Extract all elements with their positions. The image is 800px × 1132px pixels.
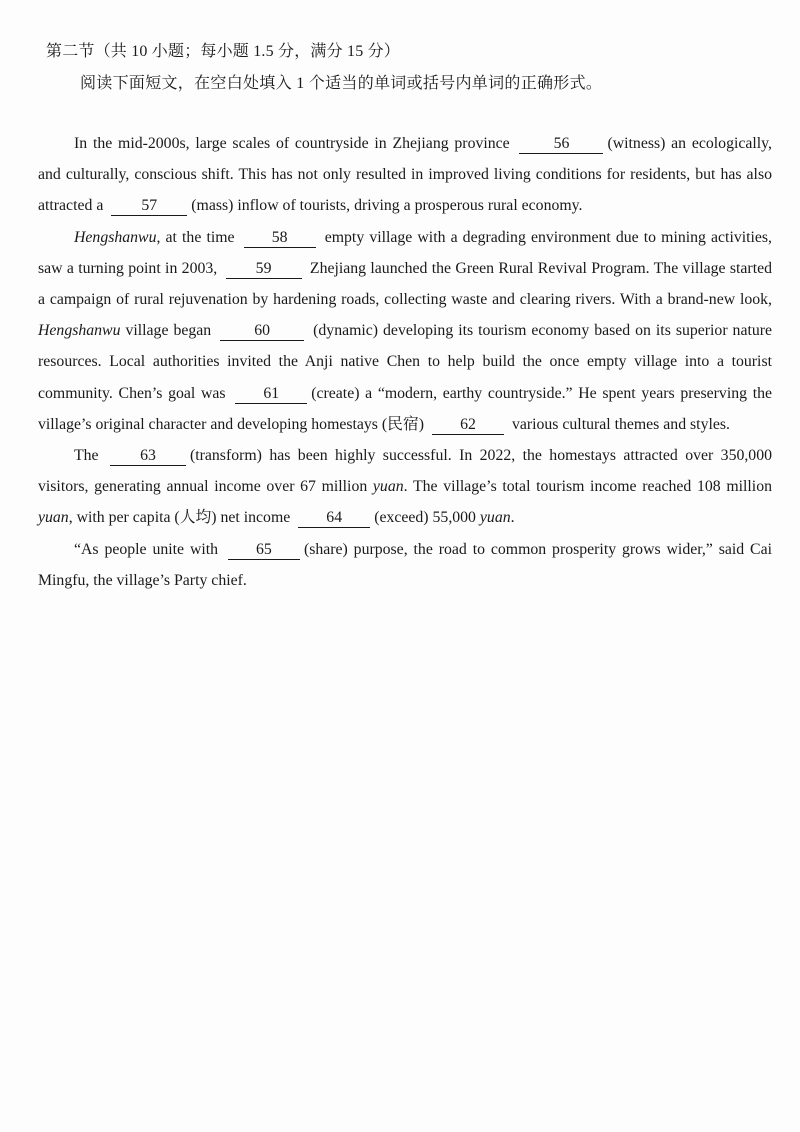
blank-58[interactable]: 58 bbox=[244, 229, 316, 248]
text: (transform) has been highly successful. In 2022, the homestays attracted over 350,000 visitors, generating annual income over 67 million bbox=[38, 447, 773, 496]
blank-56[interactable]: 56 bbox=[519, 135, 603, 154]
text: (exceed) 55,000 bbox=[374, 509, 476, 527]
text: , with per capita (人均) net income bbox=[68, 509, 291, 527]
text: village began bbox=[125, 322, 212, 340]
text: “As people unite with bbox=[74, 540, 219, 558]
blank-57[interactable]: 57 bbox=[111, 197, 187, 216]
text: . The village’s total tourism income reached 108 million bbox=[403, 478, 772, 496]
text: various cultural themes and styles. bbox=[511, 415, 730, 433]
text: Zhejiang launched the Green Rural Revival Program. The village started a campaign of rural rejuvenation by hardening roads, collecting waste and clearing rivers. With a brand-new look, bbox=[38, 259, 772, 309]
currency: yuan bbox=[372, 478, 404, 496]
blank-65[interactable]: 65 bbox=[228, 541, 300, 560]
paragraph-4 bbox=[38, 534, 772, 596]
paragraph-3 bbox=[38, 440, 772, 534]
paragraph-1 bbox=[38, 128, 772, 222]
text: . bbox=[510, 509, 515, 527]
blank-62[interactable]: 62 bbox=[432, 416, 504, 435]
section-header: 第二节（共 10 小题；每小题 1.5 分，满分 15 分） bbox=[46, 43, 401, 60]
blank-63[interactable]: 63 bbox=[110, 447, 186, 466]
paragraph-2 bbox=[38, 222, 772, 440]
blank-64[interactable]: 64 bbox=[298, 509, 370, 528]
passage bbox=[38, 128, 772, 596]
instruction: 阅读下面短文，在空白处填入 1 个适当的单词或括号内单词的正确形式。 bbox=[80, 75, 603, 92]
text: , at the time bbox=[156, 228, 235, 246]
currency: yuan bbox=[479, 509, 511, 527]
text: (share) purpose, the road to common prosperity grows wider,” said Cai Mingfu, the village’s Party chief. bbox=[38, 540, 772, 589]
blank-60[interactable]: 60 bbox=[220, 322, 304, 341]
blank-61[interactable]: 61 bbox=[235, 385, 307, 404]
currency: yuan bbox=[38, 509, 69, 527]
text: (create) a “modern, earthy countryside.” He spent years preserving the village’s original character and developing homestays (民宿) bbox=[38, 384, 772, 433]
text: In the mid-2000s, large scales of countryside in Zhejiang province bbox=[74, 135, 510, 152]
place-name: Hengshanwu bbox=[74, 228, 157, 246]
text: (witness) an ecologically, and culturally, conscious shift. This has not only resulted in improved living conditions for residents, but has also attracted a bbox=[38, 135, 772, 215]
text: (dynamic) developing its tourism economy based on its superior nature resources. Local authorities invited the Anji native Chen to help build the once empty village into a tourist community. Chen’s goal was bbox=[38, 322, 773, 402]
text: The bbox=[74, 447, 99, 465]
text: empty village with a degrading environment due to mining activities, saw a turning point in 2003, bbox=[38, 228, 773, 277]
place-name: Hengshanwu bbox=[38, 322, 121, 340]
blank-59[interactable]: 59 bbox=[226, 260, 302, 279]
text: (mass) inflow of tourists, driving a prosperous rural economy. bbox=[191, 197, 583, 215]
